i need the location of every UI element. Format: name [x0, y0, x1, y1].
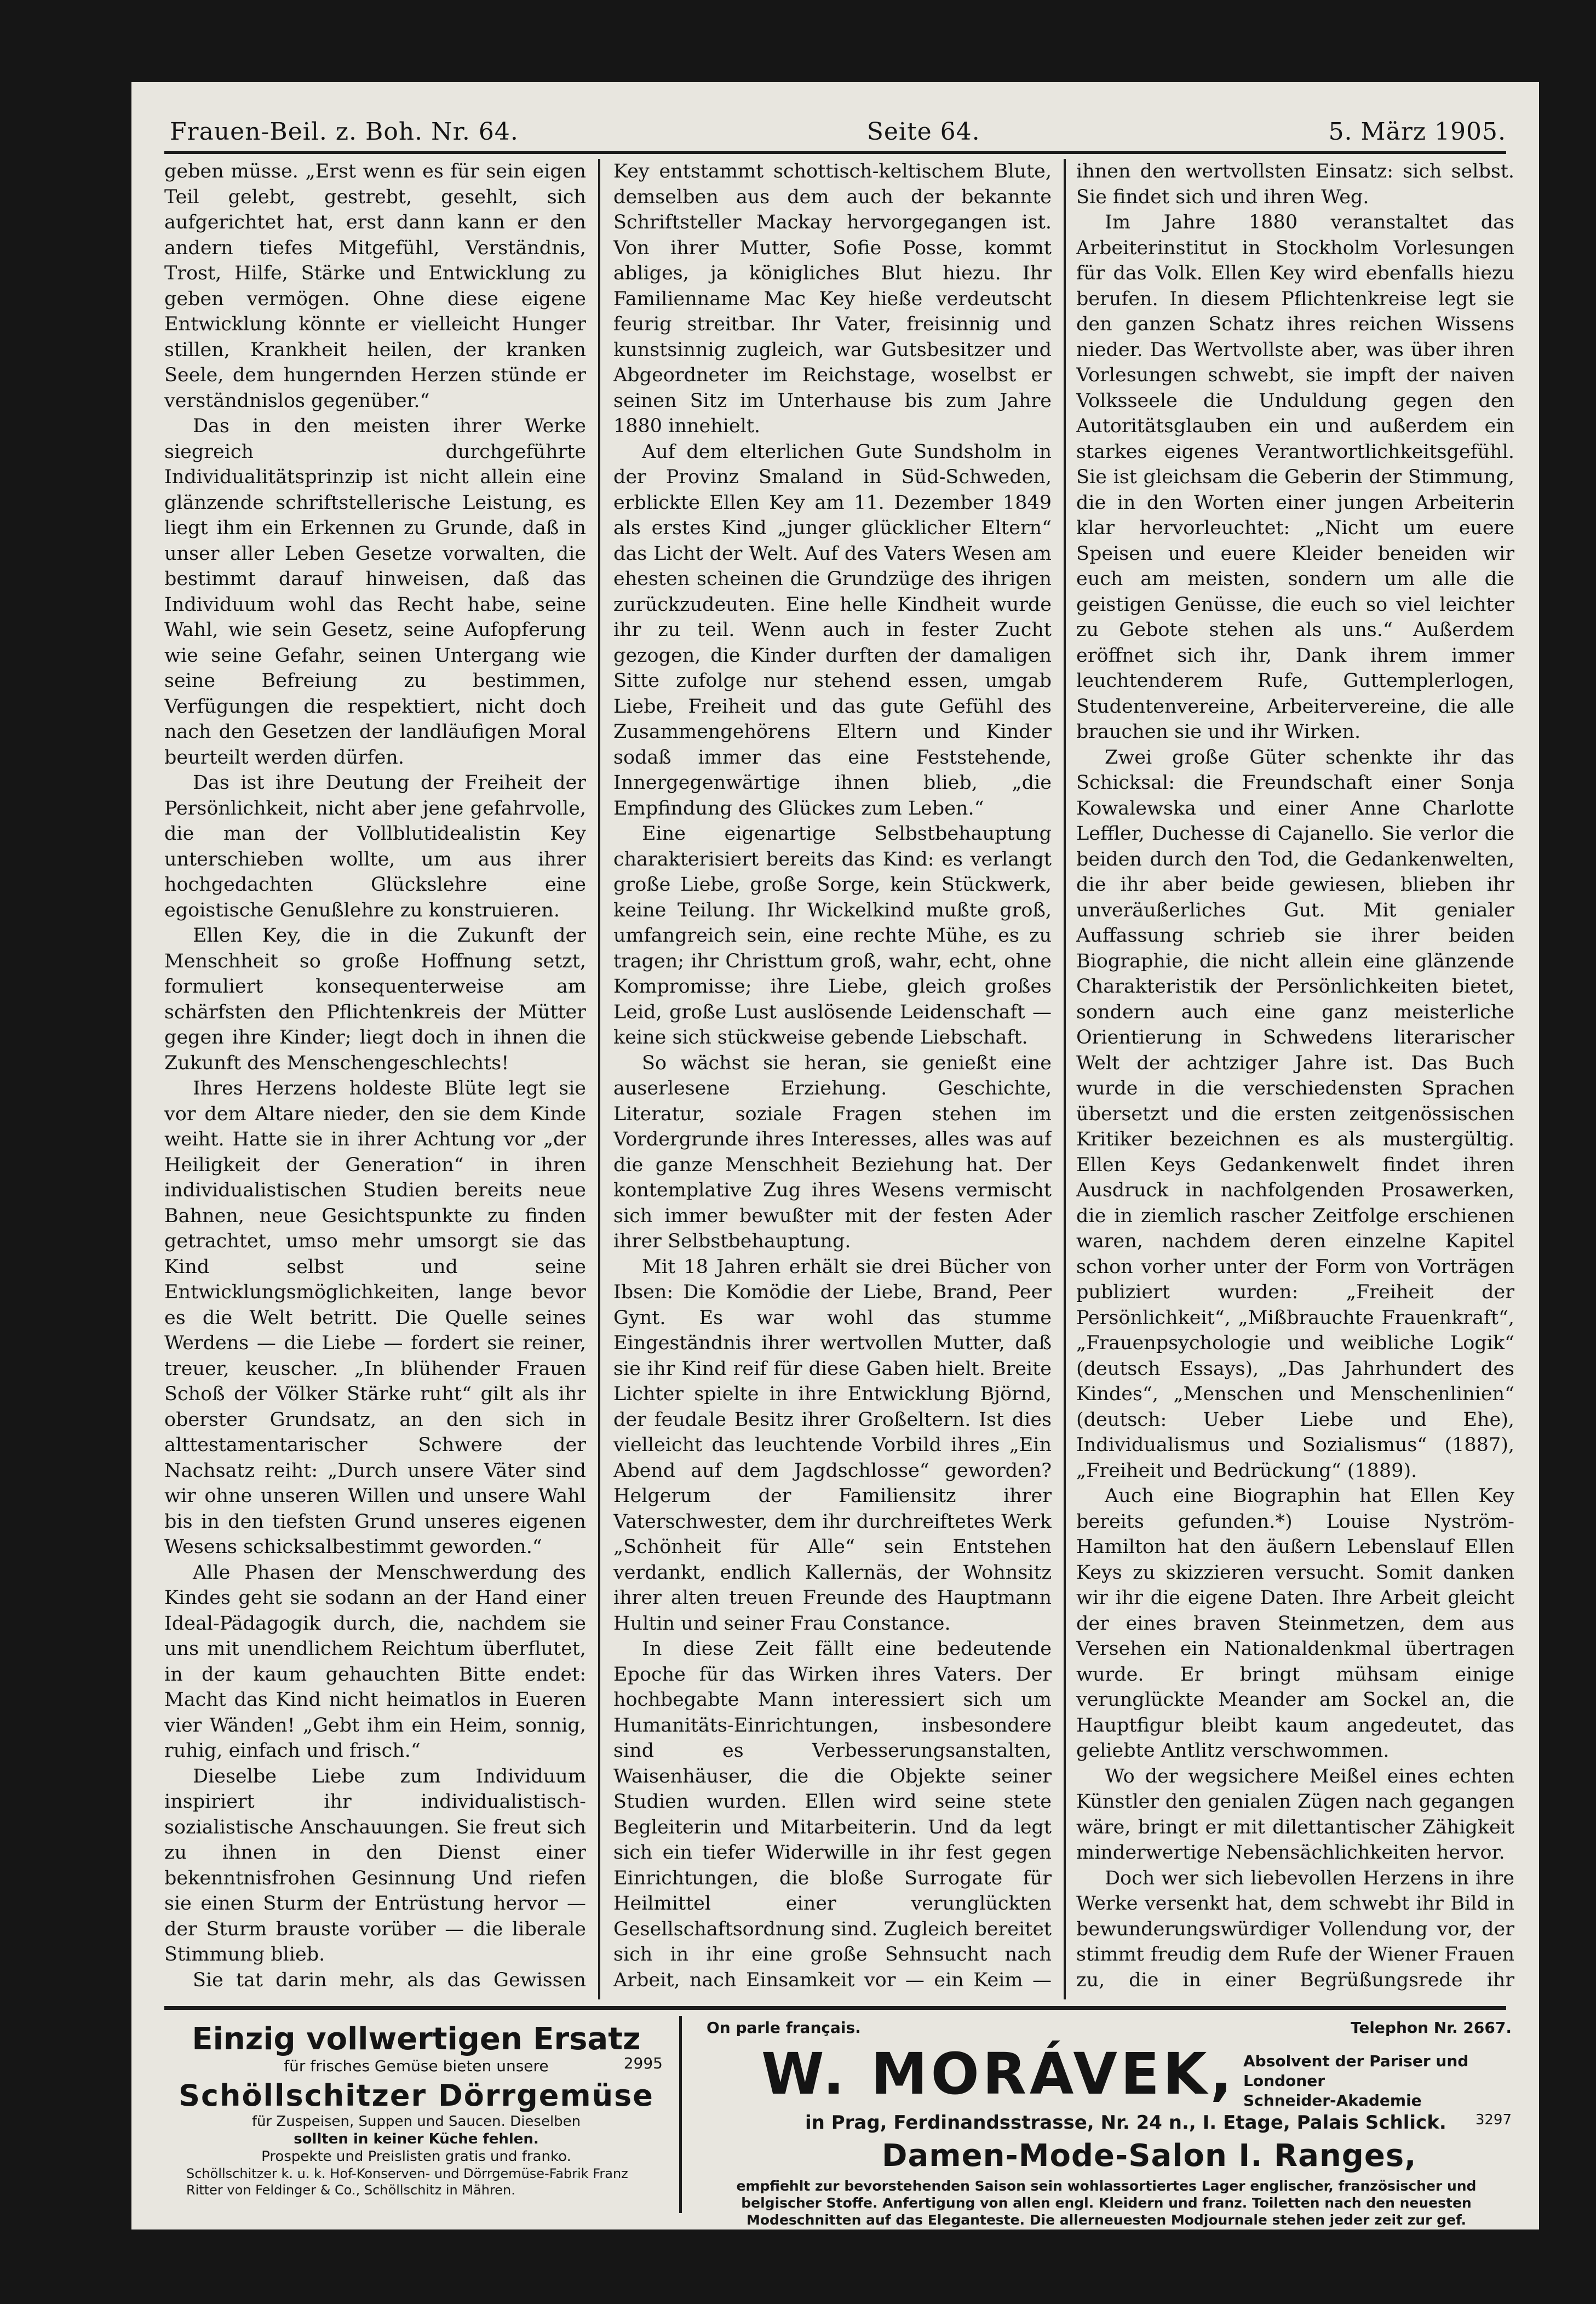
ad-headline: Einzig vollwertigen Ersatz: [192, 2021, 641, 2057]
header-rule: [164, 151, 1506, 154]
ad-product-name: Schöllschitzer Dörrgemüse: [179, 2078, 654, 2113]
paragraph: Das ist ihre Deutung der Freiheit der Persönlichkeit, nicht aber jene gefahrvolle, die man der Vollblutidealistin Key unterschieben wollte, um aus ihrer hochgedachten Glückslehre eine egoistische Genußlehre zu konstruieren.: [164, 772, 586, 921]
paragraph: In diese Zeit fällt eine bedeutende Epoche für das Wirken ihres Vaters. Der hochbegabte Mann interessiert sich um Humanitäts-Einrichtungen, insbesondere sind es Verbesserungsanstalten, Waisenhäuser, die die Objekte seiner Studien wurden. Ellen wird seine stete Begleiterin und Mitarbeiterin. Und da legt sich ein tiefer Widerwille in ihr fest gegen Einrichtungen, die bloße Surrogate für Heilmittel einer verunglückten Gesellschaftsordnung sind. Zugleich bereitet sich in ihr eine große Sehnsucht nach Arbeit, nach Einsamkeit vor — ein Keim —: [613, 1638, 1052, 1991]
advertisement-doerrgemuese: [170, 2016, 663, 2213]
advertisement-rule: [164, 2006, 1506, 2010]
paragraph: Wo der wegsichere Meißel eines echten Künstler den genialen Zügen nach gegangen wäre, bringt er mit dilettantischer Zähigkeit minderwertige Nebensächlichkeiten hervor.: [1076, 1765, 1514, 1864]
paragraph: Ihres Herzens holdeste Blüte legt sie vor dem Altare nieder, den sie dem Kinde weiht. Hatte sie in ihrer Achtung vor „der Heiligkeit der Generation“ in ihren individualistischen Studien bereits neue Bahnen, neue Gesichtspunkte zu finden getrachtet, umso mehr umsorgt sie das Kind selbst und seine Entwicklungsmöglichkeiten, lange bevor es die Welt betritt. Die Quelle seines Werdens — die Liebe — fordert sie reiner, treuer, keuscher. „In blühender Frauen Schoß der Völker Stärke ruht“ gilt als ihr oberster Grundsatz, an den sich in alttestamentarischer Schwere der Nachsatz reiht: „Durch unsere Väter sind wir ohne unseren Willen und unsere Wahl bis in den tiefsten Grund unseres eigenen Wesens schicksalbestimmt geworden.“: [164, 1078, 586, 1558]
article-column-1: [164, 159, 586, 1994]
paragraph: Auf dem elterlichen Gute Sundsholm in der Provinz Smaland in Süd-Schweden, erblickte Ellen Key am 11. Dezember 1849 als erstes Kind „junger glücklicher Eltern“ das Licht der Welt. Auf des Vaters Wesen am ehesten scheinen die Grundzüge des ihrigen zurückzudeuten. Eine helle Kindheit wurde ihr zu teil. Wenn auch in fester Zucht gezogen, die Kinder durften der damaligen Sitte zufolge nur stehend essen, umgab Liebe, Freiheit und das gute Gefühl des Zusammengehörens Eltern und Kinder sodaß immer das eine Feststehende, Innergegenwärtige ihnen blieb, „die Empfindung des Glückes zum Leben.“: [613, 440, 1052, 819]
page-header: [170, 110, 1506, 153]
paragraph: ihnen den wertvollsten Einsatz: sich selbst. Sie findet sich und ihren Weg.: [1076, 161, 1514, 208]
paragraph: So wächst sie heran, sie genießt eine auserlesene Erziehung. Geschichte, Literatur, soziale Fragen stehen im Vordergrunde ihres Interesses, alles was auf die ganze Menschheit Beziehung hat. Der kontemplative Zug ihres Wesens vermischt sich immer bewußter mit der festen Ader ihrer Selbstbehauptung.: [613, 1052, 1052, 1252]
newspaper-page: [131, 82, 1539, 2230]
ad-telephone: Telephon Nr. 2667.: [1350, 2019, 1512, 2037]
paragraph: Zwei große Güter schenkte ihr das Schicksal: die Freundschaft einer Sonja Kowalewska und einer Anne Charlotte Leffler, Duchesse di Cajanello. Sie verlor die beiden durch den Tod, die Gedankenwelten, die ihr aber beide gewiesen, blieben ihr unveräußerliches Gut. Mit genialer Auffassung schrieb sie ihrer beiden Biographie, die nicht allein eine glänzende Charakteristik der Persönlichkeiten bietet, sondern auch eine ganz meisterliche Orientierung in Schwedens literarischer Welt der achtziger Jahre ist. Das Buch wurde in die verschiedensten Sprachen übersetzt und die ersten zeitgenössischen Kritiker bezeichnen es als mustergültig. Ellen Keys Gedankenwelt findet ihren Ausdruck in nachfolgenden Prosawerken, die in ziemlich rascher Zeitfolge erschienen waren, nachdem deren einzelne Kapitel schon vorher unter der Form von Vorträgen publiziert wurden: „Freiheit der Persönlichkeit“, „Mißbrauchte Frauenkraft“, „Frauenpsychologie und weibliche Logik“ (deutsch Essays), „Das Jahrhundert des Kindes“, „Menschen und Menschenlinien“ (deutsch: Ueber Liebe und Ehe), Individualismus und Sozialismus“ (1887), „Freiheit und Bedrückung“ (1889).: [1076, 746, 1514, 1482]
paragraph: Alle Phasen der Menschwerdung des Kindes geht sie sodann an der Hand einer Ideal-Pädagogik durch, die, nachdem sie uns mit unendlichem Reichtum überflutet, in der kaum gehauchten Bitte endet: Macht das Kind nicht heimatlos in Eueren vier Wänden! „Gebt ihm ein Heim, sonnig, ruhig, einfach und frisch.“: [164, 1561, 586, 1762]
ad-on-parle: On parle français.: [707, 2019, 861, 2037]
ad-credentials: [1243, 2051, 1512, 2111]
header-publication: Frauen-Beil. z. Boh. Nr. 64.: [170, 117, 519, 146]
ad-line: für Zuspeisen, Suppen und Saucen. Dieselben: [251, 2113, 581, 2130]
ad-firm-name: W. MORÁVEK,: [761, 2041, 1235, 2107]
ad-manufacturer: Schöllschitzer k. u. k. Hof-Konserven- und Dörrgemüse-Fabrik Franz Ritter von Feldinger & Co., Schöllschitz in Mähren.: [186, 2166, 628, 2198]
ad-description: empfiehlt zur bevorstehenden Saison sein wohlassortiertes Lager englischer, französischer und belgischer Stoffe. Anfertigung von allen engl. Kleidern und franz. Toiletten nach den neuesten Modeschnitten auf das Eleganteste. Die allerneuesten Modjournale stehen jeder zeit zur gef.: [736, 2178, 1477, 2228]
paragraph: Eine eigenartige Selbstbehauptung charakterisiert bereits das Kind: es verlangt große Liebe, große Sorge, kein Stückwerk, keine Teilung. Ihr Wickelkind mußte groß, umfangreich sein, eine rechte Mühe, es zu tragen; ihr Christtum groß, wahr, echt, ohne Kompromisse; ihre Liebe, gleich großes Leid, große Lust auslösende Leidenschaft — keine sich stückweise gebende Liebschaft.: [613, 823, 1052, 1048]
ad-salon: Damen-Mode-Salon I. Ranges,: [882, 2138, 1417, 2174]
ad-number: 3297: [1475, 2112, 1512, 2128]
paragraph: Das in den meisten ihrer Werke siegreich durchgeführte Individualitätsprinzip ist nicht allein eine glänzende schriftstellerische Leistung, es liegt ihm ein Erkennen zu Grunde, daß in unser aller Leben Gesetze vorwalten, die bestimmt darauf hinweisen, daß das Individuum wohl das Recht habe, seine Wahl, wie sein Gesetz, seine Aufopferung wie seine Gefahr, seinen Untergang wie seine Befreiung zu bestimmen, Verfügungen die respektiert, nicht doch nach den Gesetzen der landläufigen Moral beurteilt werden dürfen.: [164, 415, 586, 769]
ad-number: 2995: [623, 2054, 663, 2072]
ad-line: Prospekte und Preislisten gratis und franko.: [261, 2148, 571, 2165]
ad-credentials-line: Absolvent der Pariser und Londoner: [1243, 2052, 1469, 2090]
paragraph: Key entstammt schottisch-keltischem Blute, demselben aus dem auch der bekannte Schriftsteller Mackay hervorgegangen ist. Von ihrer Mutter, Sofie Posse, kommt abliges, ja königliches Blut hiezu. Ihr Familienname Mac Key hieße verdeutscht feurig streitbar. Ihr Vater, freisinnig und kunstsinnig zugleich, war Gutsbesitzer und Abgeordneter im Reichstage, woselbst er seinen Sitz im Unterhause bis zum Jahre 1880 innehielt.: [613, 161, 1052, 437]
paragraph: Im Jahre 1880 veranstaltet das Arbeiterinstitut in Stockholm Vorlesungen für das Volk. Ellen Key wird ebenfalls hiezu berufen. In diesem Pflichtenkreise legt sie den ganzen Schatz ihres reichen Wissens nieder. Das Wertvollste aber, was über ihren Vorlesungen schwebt, sie impft der naiven Volksseele die Unduldung gegen den Autoritätsglauben ein und außerdem ein starkes eigenes Verantwortlichkeitsgefühl. Sie ist gleichsam die Geberin der Stimmung, die in den Worten einer jungen Arbeiterin klar hervorleuchtet: „Nicht um euere Speisen und euere Kleider beneiden wir euch am meisten, sondern um alle die geistigen Genüsse, die euch so viel leichter zu Gebote stehen als uns.“ Außerdem eröffnet sich ihr, Dank ihrem immer leuchtenderem Rufe, Guttemplerlogen, Studentenvereine, Arbeitervereine, die alle brauchen sie und ihr Wirken.: [1076, 211, 1514, 743]
header-page-number: Seite 64.: [866, 117, 980, 146]
advertisement-moravek: [696, 2013, 1512, 2228]
paragraph: Sie tat darin mehr, als das Gewissen: [193, 1969, 586, 1991]
column-rule: [598, 159, 600, 1999]
column-rule: [1064, 159, 1066, 1999]
paragraph: Doch wer sich liebevollen Herzens in ihre Werke versenkt hat, dem schwebt ihr Bild in bewunderungswürdiger Vollendung vor, der stimmt freudig dem Rufe der Wiener Frauen zu, die in einer Begrüßungsrede ihr: [1076, 1867, 1514, 1991]
paragraph: Ellen Key, die in die Zukunft der Menschheit so große Hoffnung setzt, formuliert konsequenterweise am schärfsten den Pflichtenkreis der Mütter gegen ihre Kinder; liegt doch in ihnen die Zukunft des Menschengeschlechts!: [164, 925, 586, 1074]
ad-subline: für frisches Gemüse bieten unsere: [284, 2057, 549, 2075]
article-column-2: [613, 159, 1052, 1994]
advertisement-divider: [679, 2016, 682, 2213]
ad-address: in Prag, Ferdinandsstrasse, Nr. 24 n., I. Etage, Palais Schlick.: [805, 2112, 1446, 2134]
ad-line-bold: sollten in keiner Küche fehlen.: [294, 2131, 539, 2147]
paragraph: Dieselbe Liebe zum Individuum inspiriert ihr individualistisch-sozialistische Anschauungen. Sie freut sich zu ihnen in den Dienst einer bekenntnisfrohen Gesinnung Und riefen sie einen Sturm der Entrüstung hervor — der Sturm brauste vorüber — die liberale Stimmung blieb.: [164, 1765, 586, 1965]
article-column-3: [1076, 159, 1514, 1994]
paragraph: Mit 18 Jahren erhält sie drei Bücher von Ibsen: Die Komödie der Liebe, Brand, Peer Gynt. Es war wohl das stumme Eingeständnis ihrer wertvollen Mutter, daß sie ihr Kind reif für diese Gaben hielt. Breite Lichter spielte in ihre Entwicklung Björnd, der feudale Besitz ihrer Großeltern. Ist dies vielleicht das leuchtende Vorbild ihres „Ein Abend auf dem Jagdschlosse“ geworden? Helgerum der Familiensitz ihrer Vaterschwester, dem ihr durchreiftetes Werk „Schönheit für Alle“ sein Entstehen verdankt, endlich Kallernäs, der Wohnsitz ihrer alten treuen Freunde des Hauptmann Hultin und seiner Frau Constance.: [613, 1256, 1052, 1635]
paragraph: geben müsse. „Erst wenn es für sein eigen Teil gelebt, gestrebt, gesehlt, sich aufgerichtet hat, erst dann kann er den andern tiefes Mitgefühl, Verständnis, Trost, Hilfe, Stärke und Entwicklung zu geben vermögen. Ohne diese eigene Entwicklung könnte er vielleicht Hunger stillen, Krankheit heilen, der kranken Seele, dem hungernden Herzen stünde er verständnislos gegenüber.“: [164, 161, 586, 412]
paragraph: Auch eine Biographin hat Ellen Key bereits gefunden.*) Louise Nyström-Hamilton hat den äußern Lebenslauf Ellen Keys zu skizzieren versucht. Somit danken wir ihr die eigene Daten. Ihre Arbeit gleicht der eines braven Steinmetzen, dem aus Versehen ein Nationaldenkmal übertragen wurde. Er bringt mühsam einige verunglückte Meander am Sockel an, die Hauptfigur bleibt kaum angedeutet, das geliebte Antlitz verschwommen.: [1076, 1485, 1514, 1762]
ad-credentials-line: Schneider-Akademie: [1243, 2091, 1422, 2110]
header-date: 5. März 1905.: [1328, 117, 1506, 146]
